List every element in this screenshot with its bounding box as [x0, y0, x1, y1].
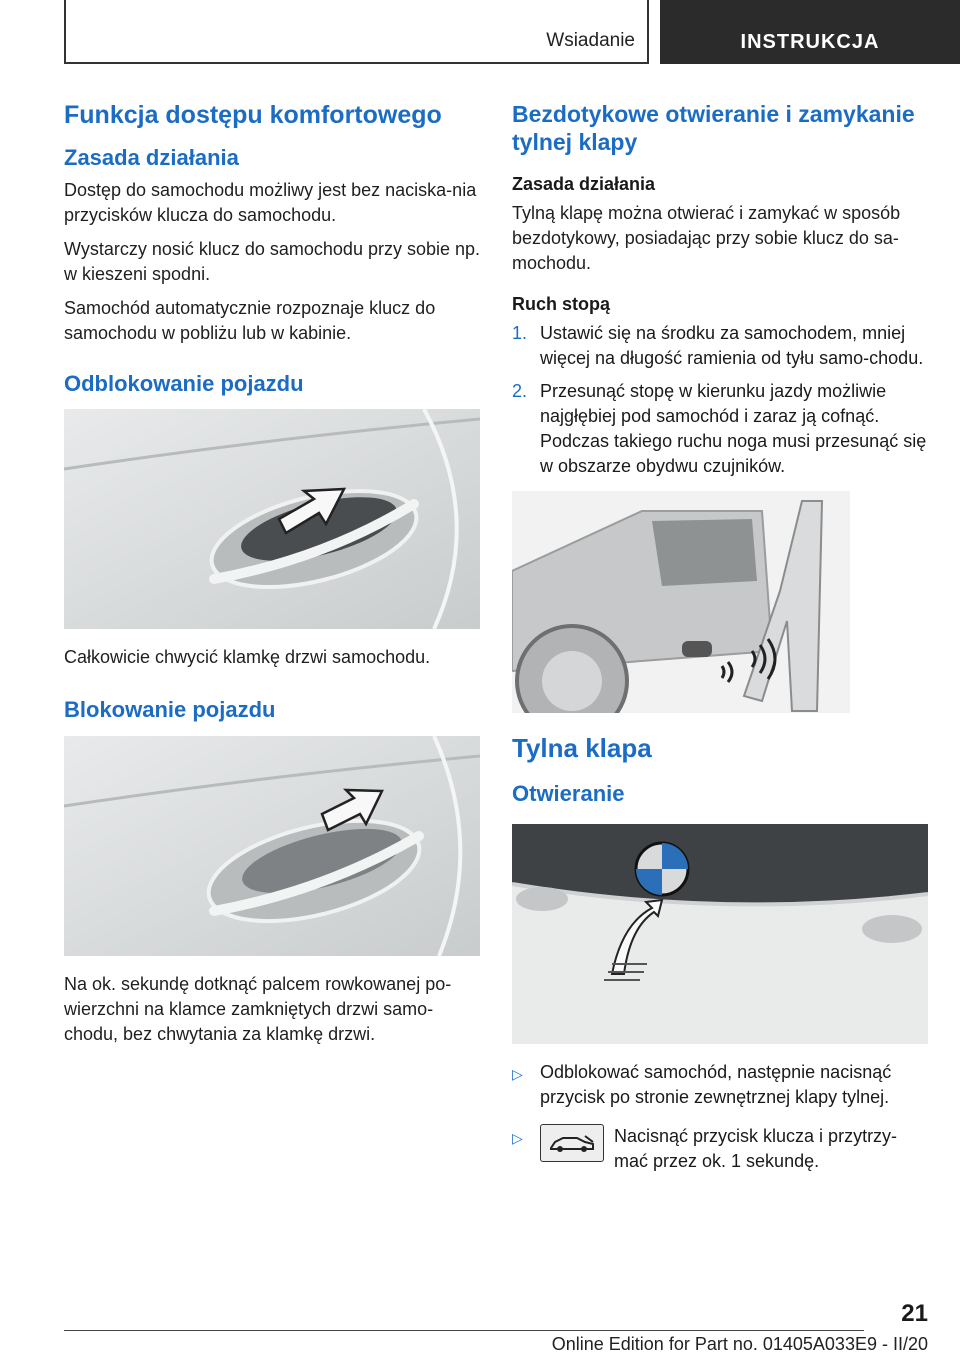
heading-unlocking: Odblokowanie pojazdu — [64, 370, 304, 396]
footer-divider — [64, 1330, 864, 1331]
figure-door-handle-unlock — [64, 409, 480, 629]
list-item — [512, 379, 928, 479]
page-number: 21 — [901, 1300, 928, 1327]
header-section-box — [64, 0, 649, 64]
steps-list — [512, 321, 928, 479]
step-text: Przesunąć stopę w kierunku jazdy możliwie najgłębiej pod samochód i zaraz ją cofnąć. Podczas takiego ruchu noga musi przesunąć się w obszarze obydwu czujników. — [540, 381, 927, 476]
paragraph: Samochód automatycznie rozpoznaje klucz do samochodu w pobliżu lub w kabinie. — [64, 297, 436, 343]
left-column — [64, 100, 480, 1056]
title-tailgate: Tylna klapa — [512, 733, 652, 763]
step-number: 1. — [512, 323, 528, 343]
figure-door-handle-lock — [64, 736, 480, 956]
paragraph: Na ok. sekundę dotknąć palcem rowkowanej po-wierzchni na klamce zamkniętych drzwi samo-chodu, bez chwytania za klamkę drzwi. — [64, 973, 452, 1044]
bullet-text: Odblokować samochód, następnie nacisnąć przycisk po stronie zewnętrznej klapy tylnej. — [540, 1061, 892, 1107]
bullet-list — [512, 1060, 928, 1174]
heading-locking: Blokowanie pojazdu — [64, 697, 276, 722]
header-tab-instrukcja[interactable]: INSTRUKCJA — [660, 0, 960, 64]
title-comfort-access: Funkcja dostępu komfortowego — [64, 101, 442, 129]
right-column — [512, 100, 928, 1188]
paragraph: Tylną klapę można otwierać i zamykać w sposób bezdotykowy, posiadając przy sobie klucz do sa-mochodu. — [512, 203, 901, 273]
footer-edition-text: Online Edition for Part no. 01405A033E9 - II/20 — [551, 1334, 928, 1354]
paragraph: Wystarczy nosić klucz do samochodu przy sobie np. w kieszeni spodni. — [64, 238, 481, 284]
figure-foot-gesture — [512, 491, 850, 713]
subheading-principle: Zasada działania — [512, 174, 656, 194]
step-text: Ustawić się na środku za samochodem, mniej więcej na długość ramienia od tyłu samo-chodu. — [540, 323, 924, 368]
paragraph: Dostęp do samochodu możliwy jest bez naciska-nia przycisków klucza do samochodu. — [64, 179, 477, 225]
list-item — [512, 1124, 928, 1174]
page-header — [0, 0, 960, 64]
header-section-title: Wsiadanie — [546, 30, 635, 51]
title-contactless-tailgate: Bezdotykowe otwieranie i zamykanie tylnej klapy — [512, 101, 915, 155]
figure-tailgate-button — [512, 824, 928, 1044]
heading-principle: Zasada działania — [64, 145, 239, 170]
list-item — [512, 1060, 928, 1110]
bullet-triangle-icon: ▷ — [512, 1065, 523, 1082]
subheading-foot-movement: Ruch stopą — [512, 294, 611, 314]
list-item — [512, 321, 928, 371]
bullet-text: Nacisnąć przycisk klucza i przytrzy-mać przez ok. 1 sekundę. — [614, 1125, 898, 1171]
car-key-tailgate-icon — [540, 1124, 604, 1162]
bullet-triangle-icon: ▷ — [512, 1129, 523, 1146]
paragraph: Całkowicie chwycić klamkę drzwi samochodu. — [64, 647, 431, 667]
heading-opening: Otwieranie — [512, 781, 625, 807]
step-number: 2. — [512, 381, 528, 401]
